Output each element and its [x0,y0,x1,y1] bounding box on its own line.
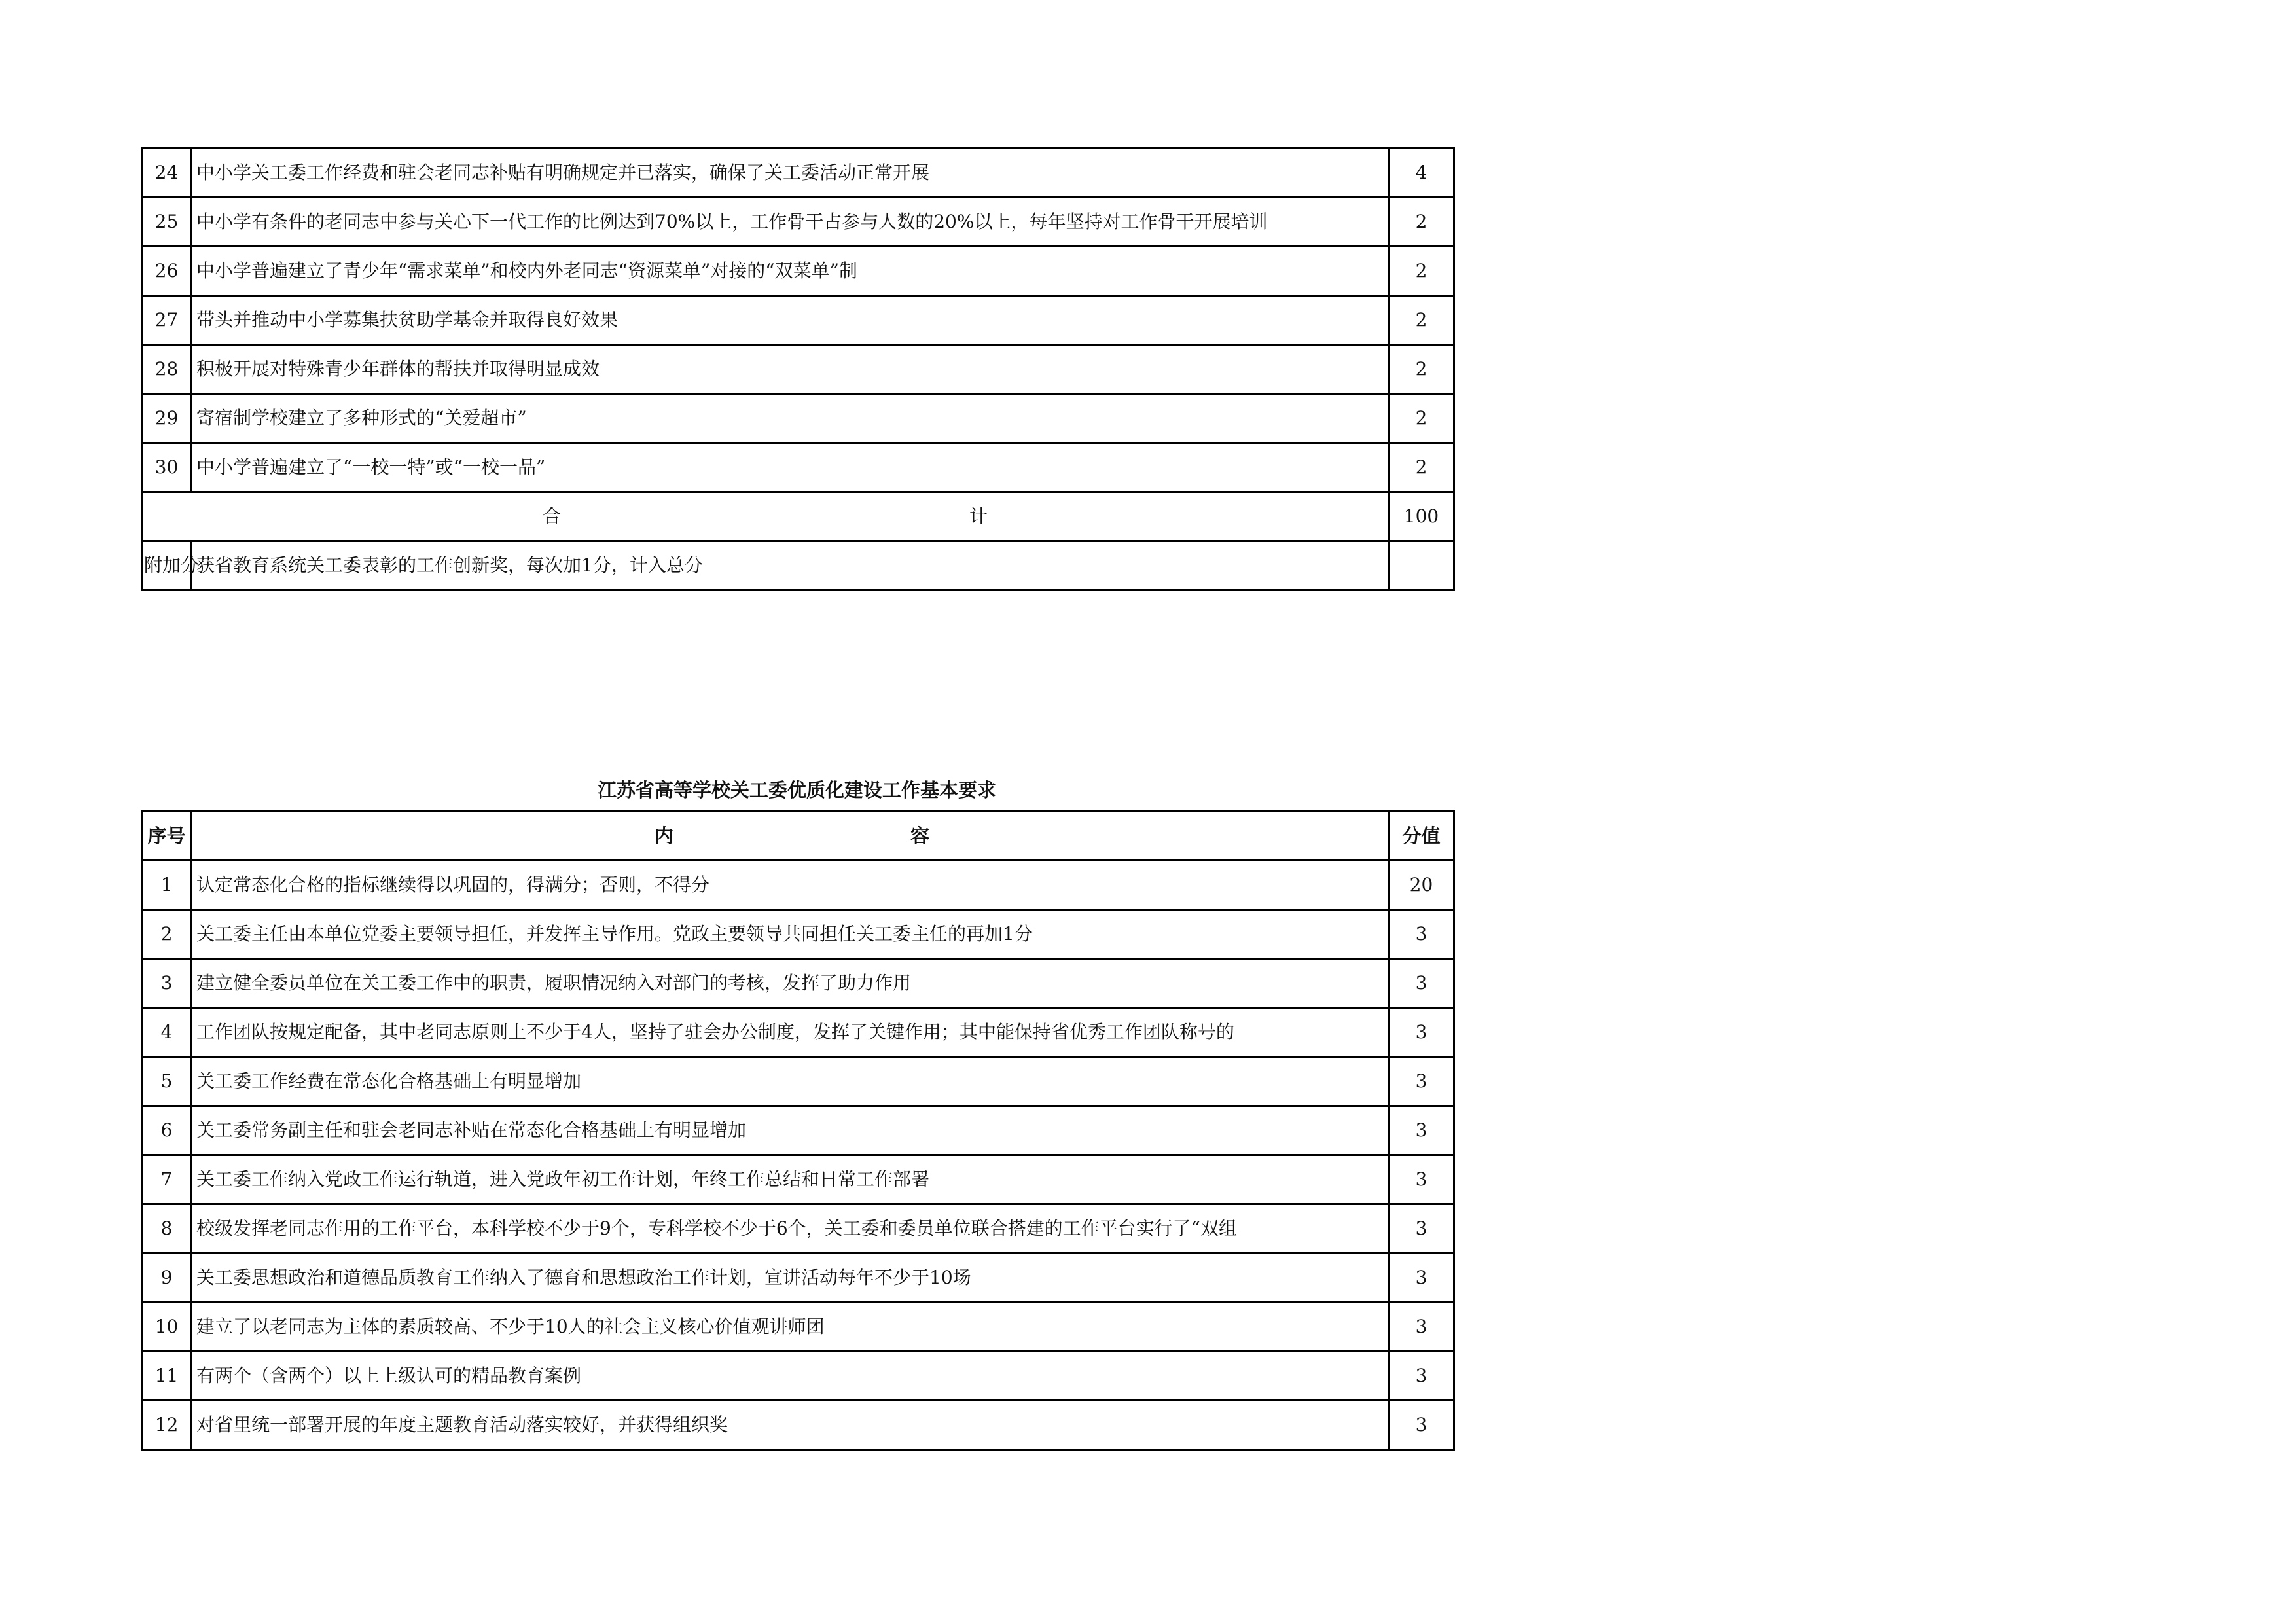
row-content: 关工委主任由本单位党委主要领导担任，并发挥主导作用。党政主要领导共同担任关工委主任的再加1分 [192,910,1389,959]
row-content: 带头并推动中小学募集扶贫助学基金并取得良好效果 [192,296,1389,345]
row-score: 3 [1389,1303,1454,1352]
row-number: 4 [142,1008,192,1057]
row-content: 中小学普遍建立了青少年“需求菜单”和校内外老同志“资源菜单”对接的“双菜单”制 [192,247,1389,296]
row-score: 2 [1389,394,1454,443]
table-row [142,198,1454,247]
row-number: 9 [142,1254,192,1303]
total-label-char-2: 计 [969,505,988,527]
table-row [142,296,1454,345]
table-header-row [142,812,1454,861]
row-content: 工作团队按规定配备，其中老同志原则上不少于4人，坚持了驻会办公制度，发挥了关键作用；其中能保持省优秀工作团队称号的 [192,1008,1389,1057]
header-number: 序号 [142,812,192,861]
row-score: 3 [1389,910,1454,959]
row-content: 建立了以老同志为主体的素质较高、不少于10人的社会主义核心价值观讲师团 [192,1303,1389,1352]
row-number: 5 [142,1057,192,1106]
table-row [142,394,1454,443]
row-number: 10 [142,1303,192,1352]
row-content: 中小学关工委工作经费和驻会老同志补贴有明确规定并已落实，确保了关工委活动正常开展 [192,149,1389,198]
row-number: 11 [142,1352,192,1401]
table-row [142,910,1454,959]
row-content: 积极开展对特殊青少年群体的帮扶并取得明显成效 [192,345,1389,394]
row-number: 30 [142,443,192,492]
row-content: 关工委常务副主任和驻会老同志补贴在常态化合格基础上有明显增加 [192,1106,1389,1155]
bonus-row [142,541,1454,590]
table-row [142,1155,1454,1204]
table-row [142,1254,1454,1303]
row-number: 25 [142,198,192,247]
row-score: 2 [1389,198,1454,247]
row-score: 2 [1389,443,1454,492]
row-number: 2 [142,910,192,959]
row-number: 6 [142,1106,192,1155]
table-row [142,1008,1454,1057]
row-number: 26 [142,247,192,296]
total-label-char-1: 合 [543,505,562,527]
table-row [142,149,1454,198]
row-score: 3 [1389,1057,1454,1106]
table-row [142,1401,1454,1450]
table-row [142,247,1454,296]
row-number: 24 [142,149,192,198]
row-content: 建立健全委员单位在关工委工作中的职责，履职情况纳入对部门的考核，发挥了助力作用 [192,959,1389,1008]
bonus-score [1389,541,1454,590]
table-row [142,443,1454,492]
row-score: 4 [1389,149,1454,198]
table-row [142,1303,1454,1352]
row-number: 28 [142,345,192,394]
row-score: 20 [1389,861,1454,910]
header-content [192,812,1389,861]
total-label [142,492,1389,541]
row-content: 关工委工作经费在常态化合格基础上有明显增加 [192,1057,1389,1106]
row-score: 3 [1389,1254,1454,1303]
table-row [142,1057,1454,1106]
row-number: 12 [142,1401,192,1450]
section-title: 江苏省高等学校关工委优质化建设工作基本要求 [597,779,996,801]
row-score: 3 [1389,959,1454,1008]
row-content: 对省里统一部署开展的年度主题教育活动落实较好，并获得组织奖 [192,1401,1389,1450]
row-number: 8 [142,1204,192,1254]
row-score: 2 [1389,296,1454,345]
total-row [142,492,1454,541]
row-content: 关工委思想政治和道德品质教育工作纳入了德育和思想政治工作计划，宣讲活动每年不少于10场 [192,1254,1389,1303]
header-content-char-2: 容 [910,824,929,847]
row-content: 寄宿制学校建立了多种形式的“关爱超市” [192,394,1389,443]
header-score: 分值 [1389,812,1454,861]
bonus-label: 附加分 [142,541,192,590]
row-number: 27 [142,296,192,345]
row-score: 2 [1389,345,1454,394]
table-row [142,345,1454,394]
row-number: 7 [142,1155,192,1204]
row-score: 3 [1389,1204,1454,1254]
requirements-table-continued [141,147,1455,591]
row-score: 3 [1389,1401,1454,1450]
row-number: 1 [142,861,192,910]
header-content-char-1: 内 [655,824,674,847]
row-score: 2 [1389,247,1454,296]
bonus-content: 获省教育系统关工委表彰的工作创新奖，每次加1分，计入总分 [192,541,1389,590]
row-content: 中小学普遍建立了“一校一特”或“一校一品” [192,443,1389,492]
row-content: 中小学有条件的老同志中参与关心下一代工作的比例达到70%以上，工作骨干占参与人数的20%以上，每年坚持对工作骨干开展培训 [192,198,1389,247]
table-row [142,1352,1454,1401]
row-score: 3 [1389,1106,1454,1155]
row-score: 3 [1389,1008,1454,1057]
row-number: 29 [142,394,192,443]
row-score: 3 [1389,1155,1454,1204]
row-content: 校级发挥老同志作用的工作平台，本科学校不少于9个，专科学校不少于6个，关工委和委员单位联合搭建的工作平台实行了“双组 [192,1204,1389,1254]
total-score: 100 [1389,492,1454,541]
row-content: 有两个（含两个）以上上级认可的精品教育案例 [192,1352,1389,1401]
row-content: 认定常态化合格的指标继续得以巩固的，得满分；否则，不得分 [192,861,1389,910]
university-requirements-table [141,810,1455,1451]
row-number: 3 [142,959,192,1008]
row-score: 3 [1389,1352,1454,1401]
table-row [142,861,1454,910]
table-row [142,1204,1454,1254]
row-content: 关工委工作纳入党政工作运行轨道，进入党政年初工作计划，年终工作总结和日常工作部署 [192,1155,1389,1204]
table-row [142,1106,1454,1155]
table-row [142,959,1454,1008]
